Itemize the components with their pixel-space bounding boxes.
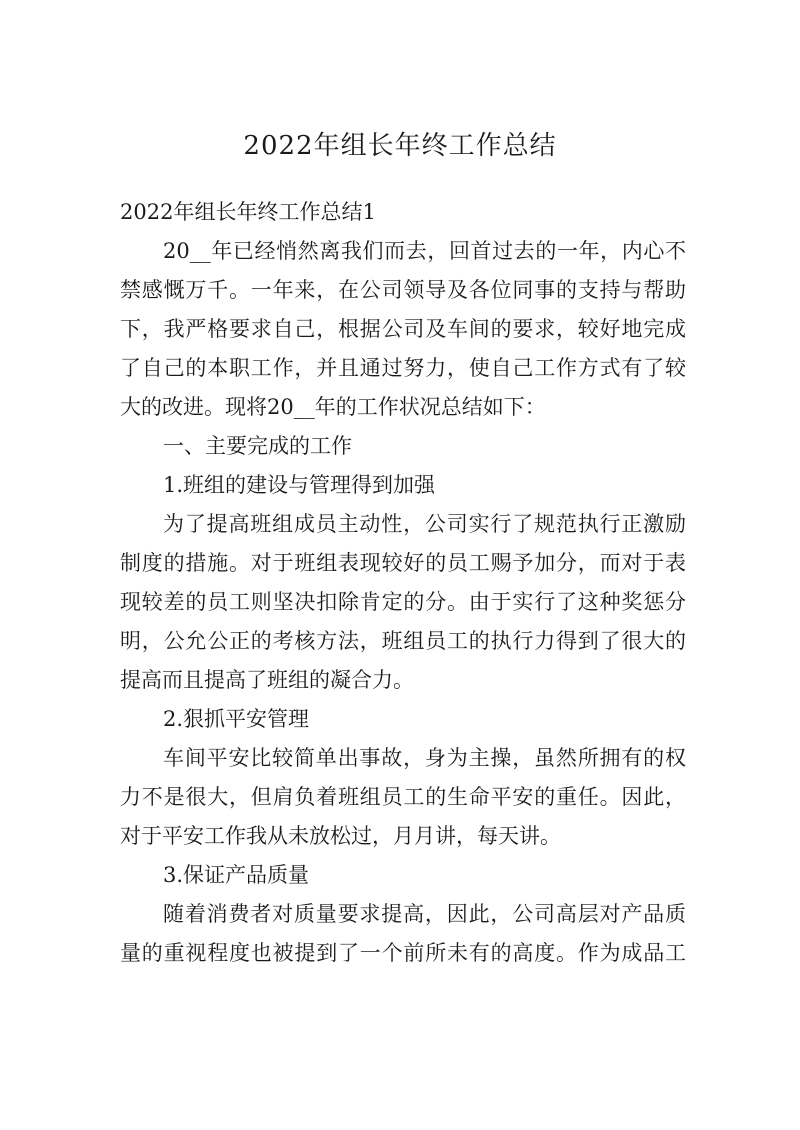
paragraph-line: 下，我严格要求自己，根据公司及车间的要求，较好地完成 <box>120 317 686 341</box>
paragraph-line: 量的重视程度也被提到了一个前所未有的高度。作为成品工 <box>120 941 686 965</box>
document-title: 2022年组长年终工作总结 <box>243 131 557 161</box>
subheading: 3.保证产品质量 <box>163 863 310 887</box>
paragraph-line: 制度的措施。对于班组表现较好的员工赐予加分，而对于表 <box>120 551 686 575</box>
subheading: 一、主要完成的工作 <box>163 434 352 458</box>
document-body <box>120 197 686 977</box>
paragraph-line: 大的改进。现将20__年的工作状况总结如下： <box>120 395 546 419</box>
paragraph-line: 20__年已经悄然离我们而去，回首过去的一年，内心不 <box>163 239 686 263</box>
subheading: 1.班组的建设与管理得到加强 <box>163 473 436 497</box>
section-heading: 2022年组长年终工作总结1 <box>120 200 376 224</box>
paragraph-line: 随着消费者对质量要求提高，因此，公司高层对产品质 <box>163 902 686 926</box>
paragraph-line: 提高而且提高了班组的凝合力。 <box>120 668 414 692</box>
paragraph-line: 明，公允公正的考核方法，班组员工的执行力得到了很大的 <box>120 629 686 653</box>
subheading: 2.狠抓平安管理 <box>163 707 310 731</box>
paragraph-line: 了自己的本职工作，并且通过努力，使自己工作方式有了较 <box>120 356 686 380</box>
paragraph-line: 对于平安工作我从未放松过，月月讲，每天讲。 <box>120 824 561 848</box>
paragraph-line: 为了提高班组成员主动性，公司实行了规范执行正激励 <box>163 512 686 536</box>
paragraph-line: 力不是很大，但肩负着班组员工的生命平安的重任。因此， <box>120 785 686 809</box>
paragraph-line: 现较差的员工则坚决扣除肯定的分。由于实行了这种奖惩分 <box>120 590 686 614</box>
paragraph-line: 车间平安比较简单出事故，身为主操，虽然所拥有的权 <box>163 746 686 770</box>
paragraph-line: 禁感慨万千。一年来，在公司领导及各位同事的支持与帮助 <box>120 278 686 302</box>
